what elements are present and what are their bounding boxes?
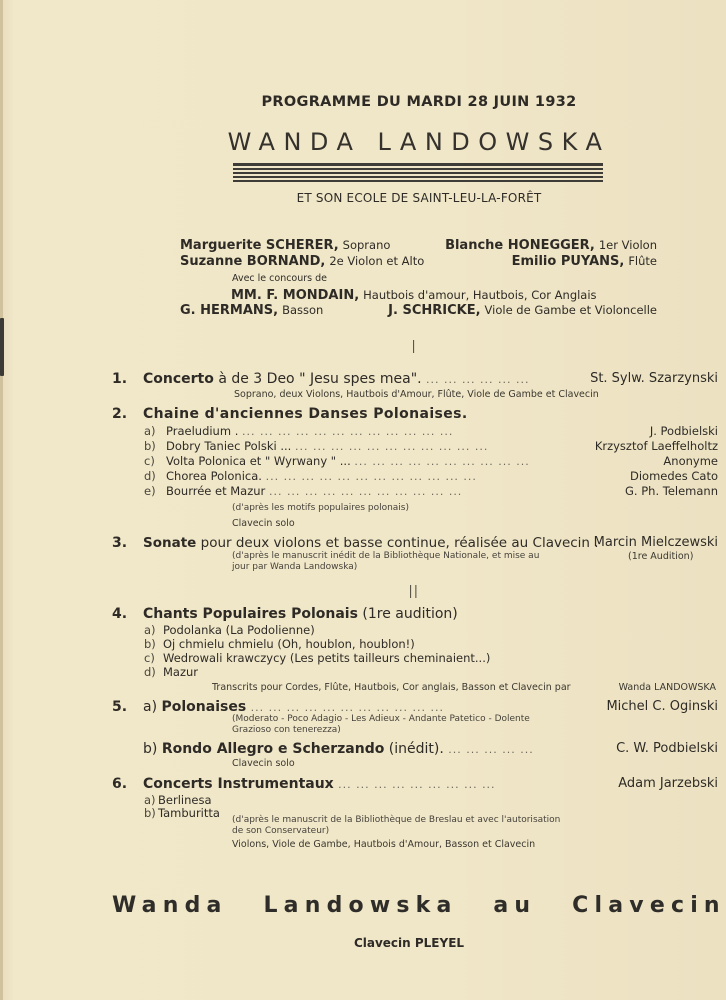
item-4c [144, 651, 490, 665]
item-number: 2. [112, 406, 128, 422]
item-6-note: (d'après le manuscrit de la Bibliothèque de Breslau et avec l'autorisation de son Conservateur) [232, 815, 561, 836]
item-3-title [143, 535, 599, 551]
sub-letter: a) [144, 793, 156, 807]
guest-instrument: Basson [282, 303, 324, 317]
sub-letter: b) [143, 741, 158, 757]
item-number: 5. [112, 699, 128, 715]
item-5a-composer: Michel C. Oginski [606, 699, 718, 714]
guest-hermans [180, 302, 323, 318]
performer-instrument: Soprano [342, 238, 391, 252]
item-4d [144, 665, 198, 679]
guest-name: J. SCHRICKE, [388, 303, 481, 318]
item-number: 4. [112, 606, 128, 622]
item-title-bold: Chants Populaires Polonais [143, 606, 358, 622]
guest-name: G. HERMANS, [180, 303, 279, 318]
sub-title: Volta Polonica et " Wyrwany " ... [166, 454, 351, 468]
performer-instrument: 1er Violon [598, 238, 657, 252]
item-6-instruments: Violons, Viole de Gambe, Hautbois d'Amour, Basson et Clavecin [232, 839, 536, 850]
guest-mondain [231, 287, 597, 303]
item-5b [143, 741, 534, 757]
performer-honegger [445, 237, 657, 253]
sub-letter: a) [144, 424, 156, 438]
guest-name: MM. F. MONDAIN, [231, 288, 360, 303]
item-5a [143, 699, 444, 715]
item-2-note: (d'après les motifs populaires polonais) [232, 503, 410, 513]
guest-instrument: Hautbois d'amour, Hautbois, Cor Anglais [363, 288, 597, 302]
item-6b [144, 806, 220, 820]
sub-title: Dobry Taniec Polski ... [166, 439, 292, 453]
sub-title: Tamburitta [158, 806, 220, 820]
item-4-arranger: Wanda LANDOWSKA [618, 682, 716, 693]
item-2d-composer: Diomedes Cato [629, 469, 718, 483]
artist-title: WANDA LANDOWSKA [227, 128, 611, 156]
item-5b-instruments: Clavecin solo [232, 758, 295, 769]
item-4-instruments: Transcrits pour Cordes, Flûte, Hautbois, Cor anglais, Basson et Clavecin par [212, 682, 571, 693]
sub-title: Oj chmielu chmielu (Oh, houblon, houblon!) [163, 637, 415, 651]
sub-title: Podolanka (La Podolienne) [163, 623, 315, 637]
sub-letter: d) [144, 665, 156, 679]
sub-title: Polonaises [161, 699, 247, 715]
item-2b-composer: Krzysztof Laeffelholtz [594, 439, 718, 453]
performer-name: Emilio PUYANS, [511, 254, 625, 269]
programme-date-heading: PROGRAMME DU MARDI 28 JUIN 1932 [261, 94, 577, 110]
item-4a [144, 623, 315, 637]
item-6-title [143, 776, 496, 792]
sub-letter: e) [144, 484, 156, 498]
item-3-note: (d'après le manuscrit inédit de la Bibliothèque Nationale, et mise au jour par Wanda Landowska) [232, 551, 540, 572]
item-2c [144, 454, 530, 468]
guests-intro: Avec le concours de [232, 273, 328, 284]
leader-dots: ... ... ... ... ... [448, 743, 534, 756]
item-2a [144, 424, 453, 438]
performer-name: Blanche HONEGGER, [445, 238, 595, 253]
footer-title: Wanda Landowska au Clavecin [112, 893, 726, 918]
sub-title: Berlinesa [158, 793, 212, 807]
sub-letter: b) [144, 806, 156, 820]
item-2a-composer: J. Podbielski [649, 424, 718, 438]
sub-title: Rondo Allegro e Scherzando [161, 741, 385, 757]
item-2-title [143, 406, 468, 422]
sub-letter: a) [143, 699, 158, 715]
item-2e-composer: G. Ph. Telemann [625, 484, 718, 498]
performer-name: Marguerite SCHERER, [180, 238, 339, 253]
item-1-title [143, 371, 529, 387]
item-6a [144, 793, 212, 807]
item-4b [144, 637, 415, 651]
sub-letter: b) [144, 439, 156, 453]
item-2-instruments: Clavecin solo [232, 518, 295, 529]
leader-dots: ... ... ... ... ... ... ... ... ... ... ... [268, 485, 463, 498]
item-2d [144, 469, 477, 483]
sub-title: Praeludium . [166, 424, 239, 438]
item-number: 6. [112, 776, 128, 792]
leader-dots: ... ... ... ... ... ... ... ... ... ... [354, 455, 530, 468]
item-title-bold: Sonate [143, 535, 197, 551]
item-3-composer: Marcin Mielczewski [593, 535, 718, 550]
item-title-rest: à de 3 Deo " Jesu spes mea". [213, 371, 422, 387]
performer-instrument: 2e Violon et Alto [329, 254, 425, 268]
item-6-composer: Adam Jarzebski [618, 776, 718, 791]
sub-title: Bourrée et Mazur [166, 484, 266, 498]
performer-instrument: Flûte [628, 254, 657, 268]
item-3-audition-badge: (1re Audition) [628, 551, 694, 562]
sub-title: Wedrowali krawczycy (Les petits tailleurs cheminaient...) [163, 651, 491, 665]
item-title-bold: Concerts Instrumentaux [143, 776, 334, 792]
item-number: 1. [112, 371, 128, 387]
item-5b-composer: C. W. Podbielski [616, 741, 718, 756]
sub-letter: a) [144, 623, 156, 637]
footer-subtitle: Clavecin PLEYEL [353, 936, 465, 950]
sub-letter: c) [144, 651, 155, 665]
leader-dots: ... ... ... ... ... ... ... ... ... ... ... ... [242, 425, 454, 438]
leader-dots: ... ... ... ... ... ... ... ... ... [338, 778, 496, 791]
guest-instrument: Viole de Gambe et Violoncelle [484, 303, 657, 317]
leader-dots: ... ... ... ... ... ... ... ... ... ... ... [250, 701, 444, 714]
item-5a-note: (Moderato - Poco Adagio - Les Adieux - Andante Patetico - Dolente Grazioso con tenerezza) [232, 714, 530, 735]
sub-title: Mazur [163, 665, 199, 679]
sub-title-rest: (inédit). [384, 741, 444, 757]
leader-dots: ... ... ... ... ... ... ... ... ... ... ... ... [265, 470, 477, 483]
binding-mark [0, 318, 4, 376]
guest-schricke [388, 302, 657, 318]
performer-bornand [180, 253, 424, 269]
performer-scherer [180, 237, 390, 253]
leader-dots: ... ... ... ... ... ... ... ... ... ... ... [294, 440, 489, 453]
sub-letter: b) [144, 637, 156, 651]
item-2c-composer: Anonyme [663, 454, 718, 468]
sub-letter: c) [144, 454, 155, 468]
item-number: 3. [112, 535, 128, 551]
school-subtitle: ET SON ECOLE DE SAINT-LEU-LA-FORÊT [296, 191, 542, 205]
part-two-marker: II [408, 582, 419, 603]
item-title-rest: (1re audition) [357, 606, 458, 622]
item-4-title [143, 606, 458, 622]
item-2b [144, 439, 488, 453]
part-one-marker: I [411, 337, 417, 358]
sub-letter: d) [144, 469, 156, 483]
sub-title: Chorea Polonica. [166, 469, 262, 483]
leader-dots: ... ... ... ... ... ... [426, 373, 530, 386]
performer-puyans [512, 253, 657, 269]
performer-name: Suzanne BORNAND, [180, 254, 326, 269]
item-title-bold: Concerto [143, 371, 214, 387]
item-title-bold: Chaine d'anciennes Danses Polonaises. [143, 406, 468, 422]
item-2e [144, 484, 462, 498]
decorative-rules [233, 163, 603, 181]
item-1-instruments: Soprano, deux Violons, Hautbois d'Amour, Flûte, Viole de Gambe et Clavecin [234, 389, 599, 400]
item-title-rest: pour deux violons et basse continue, réalisée au Clavecin . [196, 535, 599, 551]
item-1-composer: St. Sylw. Szarzynski [590, 371, 718, 386]
